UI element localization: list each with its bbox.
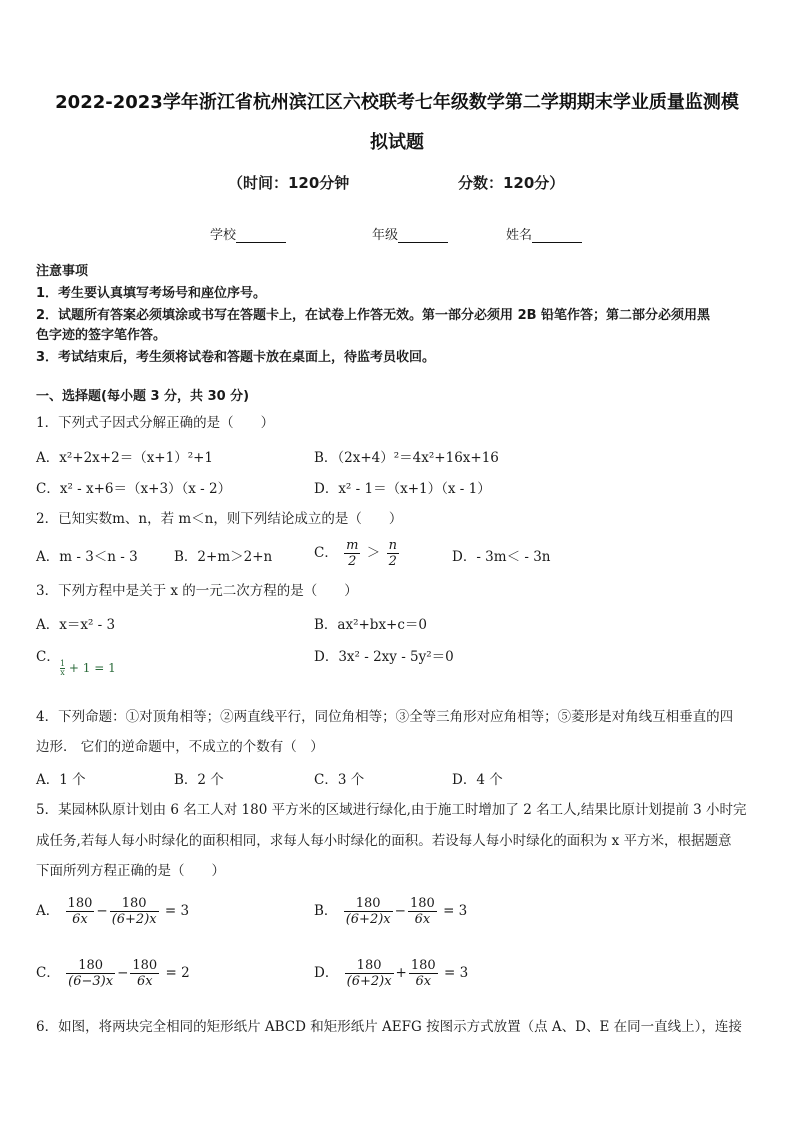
fraction: [345, 958, 394, 989]
fraction-denominator: 6x: [136, 974, 153, 989]
fraction-numerator: 180: [409, 896, 435, 911]
q1-option-b: B．（2x+4）²＝4x²+16x+16: [314, 450, 499, 466]
fraction-denominator: 2: [348, 554, 357, 569]
q5-option-b: [314, 896, 467, 927]
q5-stem-line2: 成任务,若每人每小时绿化的面积相同，求每人每小时绿化的面积。若设每人每小时绿化的面积为 x 平方米，根据题意: [36, 833, 732, 849]
exam-score: 分数：120分）: [458, 174, 565, 192]
fraction-denominator: 2: [388, 554, 397, 569]
q3-option-c-label: C．: [36, 649, 60, 665]
q2-option-c: [314, 538, 401, 569]
school-blank: [236, 230, 286, 243]
q2-option-b: B．2+m＞2+n: [174, 549, 273, 565]
name-field: [506, 224, 582, 243]
operator: −: [96, 903, 108, 919]
fraction: [408, 896, 437, 927]
fraction: [66, 896, 95, 927]
name-blank: [532, 230, 582, 243]
q5-option-a: [36, 896, 189, 927]
fraction: [344, 896, 393, 927]
note-item: 3．考试结束后，考生须将试卷和答题卡放在桌面上，待监考员收回。: [36, 350, 436, 365]
name-label: 姓名: [506, 228, 533, 243]
notes-block: [36, 262, 758, 368]
q2-fraction-m: [344, 538, 360, 569]
fraction-denominator: (6+2)x: [111, 912, 157, 927]
q2-stem: 2．已知实数m、n，若 m＜n，则下列结论成立的是（ ）: [36, 511, 403, 527]
q3-option-c-expr: + 1 = 1: [68, 661, 116, 675]
exam-time: （时间：120分钟: [228, 174, 350, 192]
fraction-numerator: 1: [60, 659, 66, 668]
q3-stem: 3．下列方程中是关于 x 的一元二次方程的是（ ）: [36, 583, 358, 599]
equation-rhs: = 3: [164, 903, 190, 919]
fraction-denominator: 6x: [414, 912, 431, 927]
operator: −: [117, 965, 129, 981]
q4-stem-line2: 边形． 它们的逆命题中，不成立的个数有（ ）: [36, 739, 324, 755]
equation-rhs: = 3: [443, 903, 468, 919]
option-label: A．: [36, 903, 60, 919]
q4-option-a: A．1 个: [36, 772, 86, 788]
fraction-denominator: 6x: [415, 974, 432, 989]
fraction-numerator: 180: [67, 896, 93, 911]
q4-option-b: B．2 个: [174, 772, 224, 788]
fraction-denominator: (6+2)x: [345, 912, 391, 927]
operator: −: [394, 903, 406, 919]
option-label: D．: [314, 965, 339, 981]
fraction-numerator: m: [346, 538, 359, 553]
q1-stem: 1．下列式子因式分解正确的是（ ）: [36, 415, 275, 431]
q1-option-d: D．x² - 1＝（x+1）（x - 1）: [314, 481, 491, 497]
fraction-denominator: x: [60, 668, 65, 677]
fraction-denominator: (6+2)x: [346, 974, 392, 989]
q2-option-a: A．m - 3＜n - 3: [36, 549, 138, 565]
fraction-numerator: 180: [110, 896, 159, 912]
fraction-numerator: 180: [344, 896, 393, 912]
q1-option-a: A．x²+2x+2＝（x+1）²+1: [36, 450, 214, 466]
equation-rhs: = 3: [443, 965, 469, 981]
fraction-numerator: n: [388, 538, 397, 553]
grade-field: [372, 224, 448, 243]
note-item: 色字迹的签字笔作答。: [36, 328, 167, 343]
note-item: 1．考生要认真填写考场号和座位序号。: [36, 286, 267, 301]
q3-option-d: D．3x² - 2xy - 5y²＝0: [314, 649, 454, 665]
section-heading: 一、选择题(每小题 3 分，共 30 分): [36, 389, 250, 404]
notes-heading: 注意事项: [36, 264, 89, 279]
fraction: [110, 896, 159, 927]
q1-option-c: C．x² - x+6＝（x+3）（x - 2）: [36, 481, 232, 497]
school-label: 学校: [210, 228, 237, 243]
exam-title-line2: 拟试题: [370, 132, 424, 153]
q3-option-a: A．x＝x² - 3: [36, 617, 116, 633]
q5-stem-line1: 5．某园林队原计划由 6 名工人对 180 平方米的区域进行绿化,由于施工时增加了 2 名工人,结果比原计划提前 3 小时完: [36, 802, 747, 818]
fraction-denominator: 6x: [72, 912, 88, 927]
grade-blank: [398, 230, 448, 243]
operator: +: [395, 965, 407, 981]
fraction-denominator: (6−3)x: [68, 974, 114, 989]
q6-stem: 6．如图，将两块完全相同的矩形纸片 ABCD 和矩形纸片 AEFG 按图示方式放置（点 A、D、E 在同一直线上），连接: [36, 1019, 742, 1035]
q2-operator: ＞: [366, 545, 381, 561]
grade-label: 年级: [372, 228, 399, 243]
q5-stem-line3: 下面所列方程正确的是（ ）: [36, 863, 225, 879]
school-field: [210, 224, 286, 243]
q4-option-d: D．4 个: [452, 772, 503, 788]
q3-option-b: B．ax²+bx+c＝0: [314, 617, 428, 633]
exam-title-line1: 2022-2023学年浙江省杭州滨江区六校联考七年级数学第二学期期末学业质量监测模: [55, 92, 739, 113]
fraction-numerator: 180: [410, 958, 436, 973]
q2-option-d: D．- 3m＜ - 3n: [452, 549, 551, 565]
q5-option-d: [314, 958, 468, 989]
fraction-numerator: 180: [132, 958, 158, 973]
fraction: [130, 958, 159, 989]
q3-small-fraction: [60, 660, 65, 677]
fraction: [409, 958, 438, 989]
q4-stem-line1: 4．下列命题：①对顶角相等；②两直线平行，同位角相等；③全等三角形对应角相等；⑤菱形是对角线互相垂直的四: [36, 709, 734, 725]
fraction-numerator: 180: [66, 958, 115, 974]
fraction-numerator: 180: [345, 958, 394, 974]
q2-option-c-label: C．: [314, 545, 338, 561]
equation-rhs: = 2: [165, 965, 190, 981]
note-item: 2．试题所有答案必须填涂或书写在答题卡上，在试卷上作答无效。第一部分必须用 2B 铅笔作答；第二部分必须用黑: [36, 308, 711, 323]
fraction: [66, 958, 115, 989]
q2-fraction-n: [387, 538, 399, 569]
q4-option-c: C．3 个: [314, 772, 365, 788]
q5-option-c: [36, 958, 190, 989]
option-label: B．: [314, 903, 338, 919]
option-label: C．: [36, 965, 60, 981]
q3-option-c: [60, 660, 116, 677]
